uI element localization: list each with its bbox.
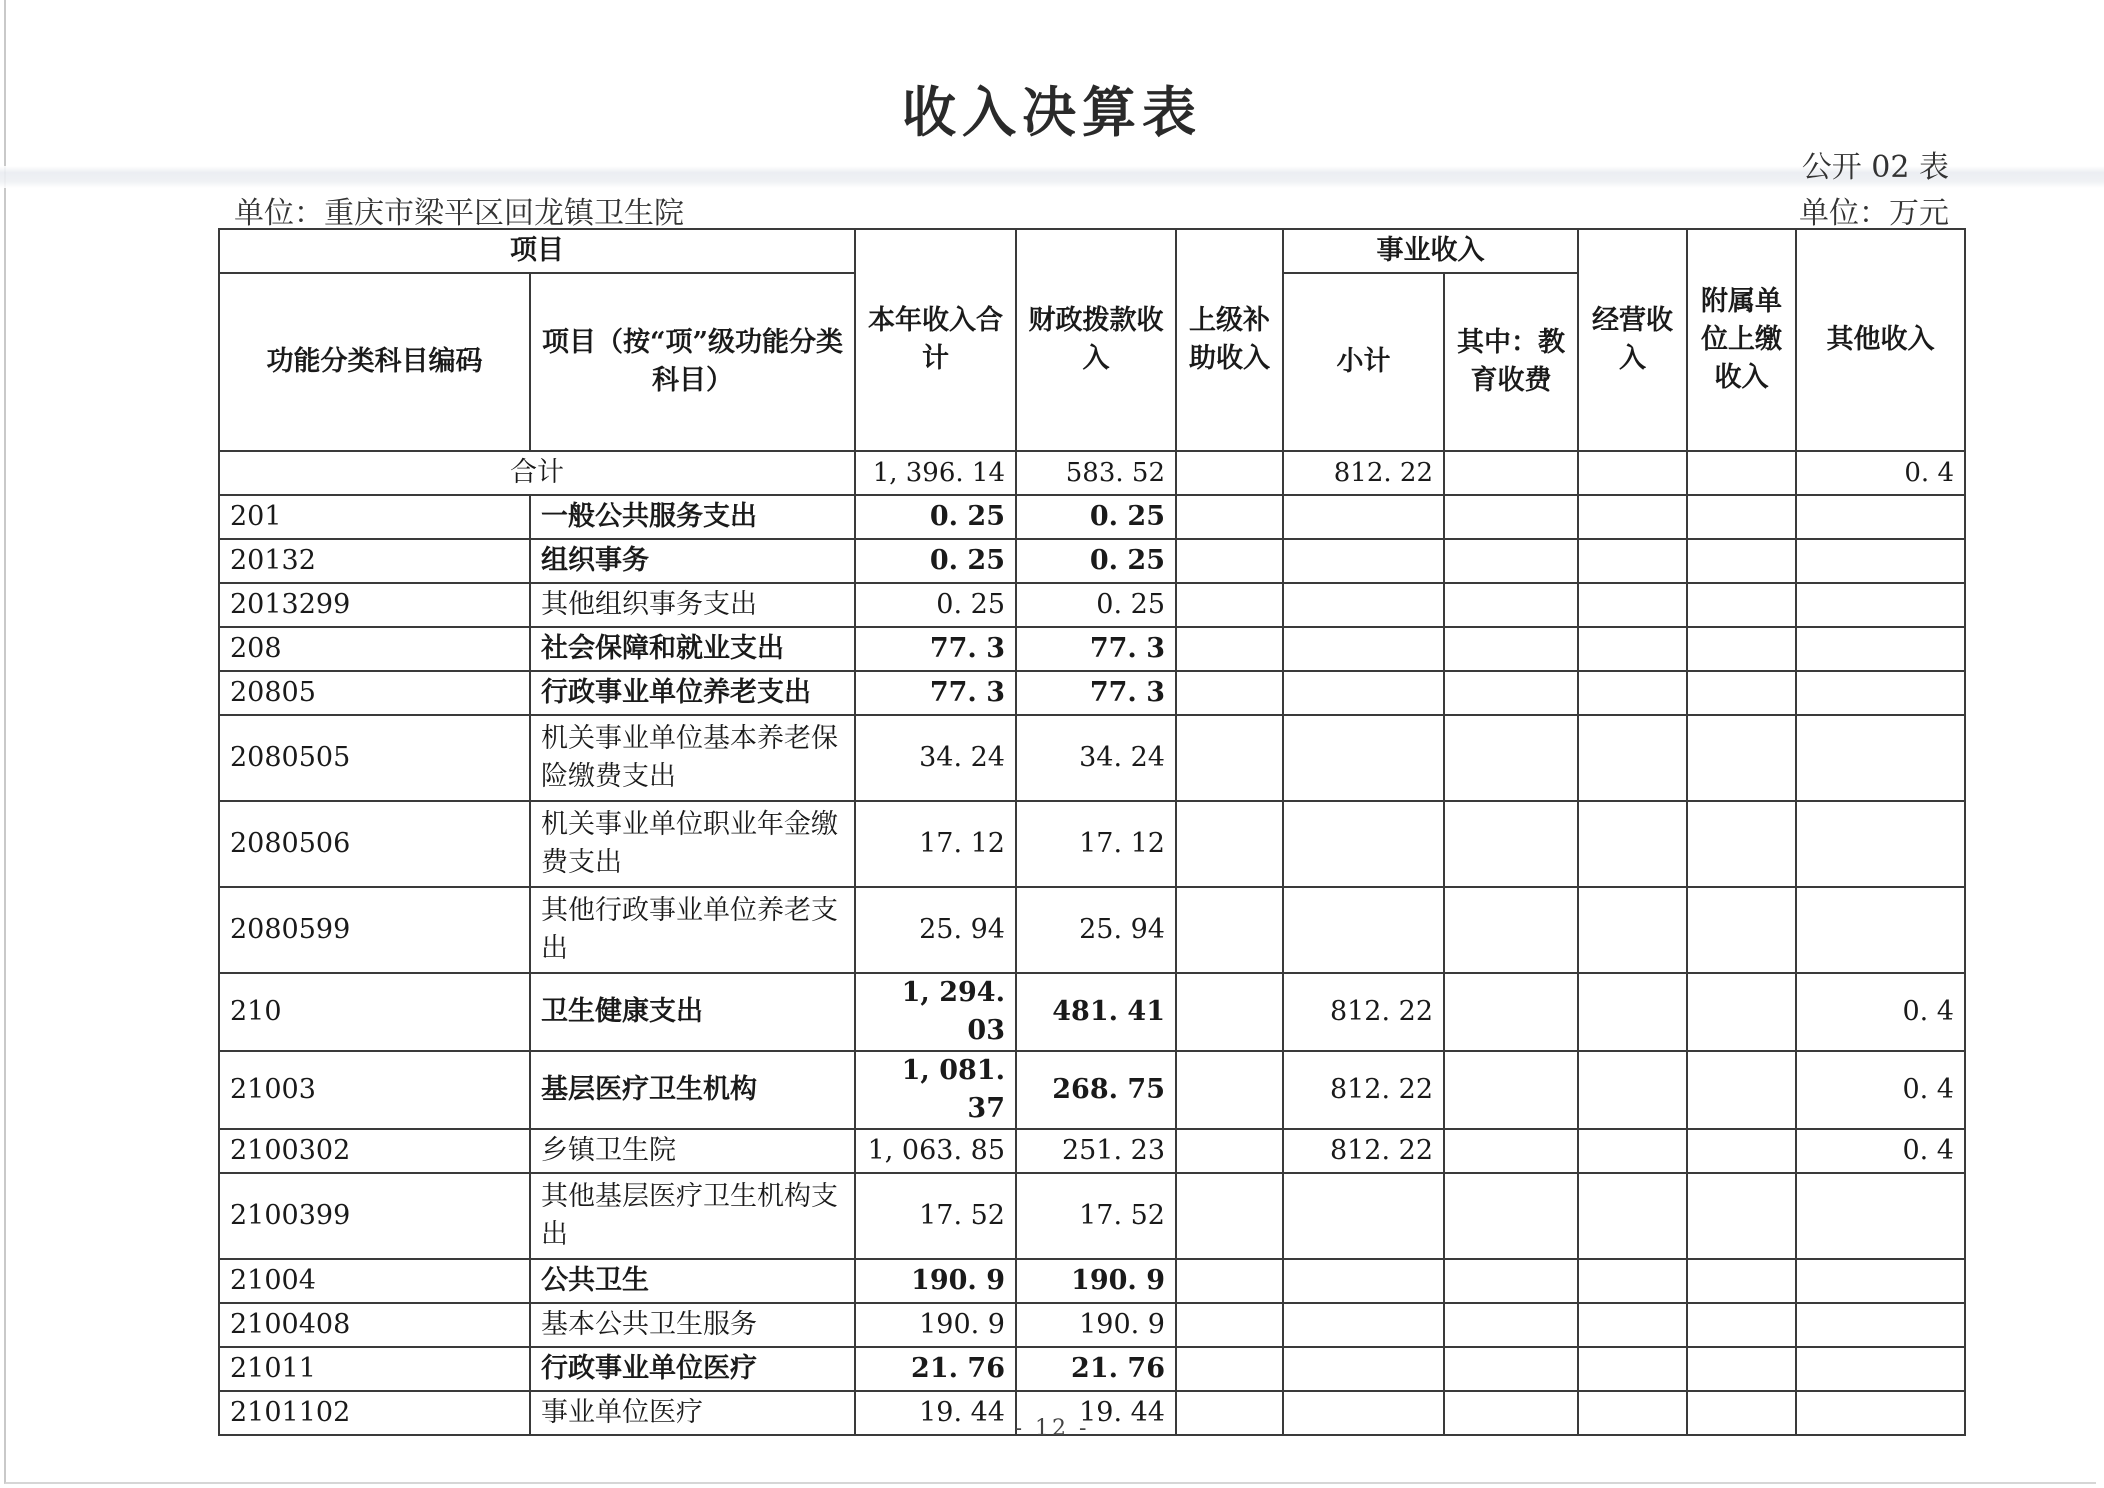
row-subtotal (1283, 671, 1444, 715)
row-code: 21011 (219, 1347, 530, 1391)
row-code: 2100408 (219, 1303, 530, 1347)
row-superior (1176, 583, 1283, 627)
row-fiscal: 77. 3 (1016, 627, 1176, 671)
row-operating (1578, 1129, 1687, 1173)
page-number: - 12 - (1014, 1416, 1090, 1441)
row-code: 201 (219, 495, 530, 539)
row-superior (1176, 1173, 1283, 1259)
row-subtotal (1283, 715, 1444, 801)
row-superior (1176, 627, 1283, 671)
row-name: 机关事业单位基本养老保险缴费支出 (530, 715, 855, 801)
scan-artifact-band (0, 166, 2104, 188)
row-fiscal: 190. 9 (1016, 1259, 1176, 1303)
row-total: 77. 3 (855, 671, 1016, 715)
row-code: 21004 (219, 1259, 530, 1303)
row-fiscal: 0. 25 (1016, 539, 1176, 583)
row-code: 208 (219, 627, 530, 671)
row-other (1796, 627, 1965, 671)
row-name: 其他行政事业单位养老支出 (530, 887, 855, 973)
row-subtotal (1283, 1259, 1444, 1303)
row-total: 1, 081. 37 (855, 1051, 1016, 1129)
header-item-name: 项目（按“项”级功能分类科目） (530, 273, 855, 451)
total-subtotal-value: 812. 22 (1283, 451, 1444, 495)
row-name: 社会保障和就业支出 (530, 627, 855, 671)
row-other (1796, 887, 1965, 973)
row-operating (1578, 887, 1687, 973)
table-row (219, 495, 1965, 539)
table-row (219, 1259, 1965, 1303)
row-operating (1578, 715, 1687, 801)
row-total: 34. 24 (855, 715, 1016, 801)
row-code: 210 (219, 973, 530, 1051)
table-row (219, 1051, 1965, 1129)
row-code: 2100302 (219, 1129, 530, 1173)
row-operating (1578, 1347, 1687, 1391)
row-other (1796, 1173, 1965, 1259)
row-name: 行政事业单位养老支出 (530, 671, 855, 715)
row-subtotal: 812. 22 (1283, 1129, 1444, 1173)
row-affiliated (1687, 1129, 1796, 1173)
row-affiliated (1687, 539, 1796, 583)
row-code: 2013299 (219, 583, 530, 627)
row-affiliated (1687, 715, 1796, 801)
currency-unit: 单位：万元 (1799, 196, 1949, 231)
row-subtotal (1283, 801, 1444, 887)
row-name: 其他基层医疗卫生机构支出 (530, 1173, 855, 1259)
total-row (219, 451, 1965, 495)
row-fiscal: 0. 25 (1016, 583, 1176, 627)
row-total: 0. 25 (855, 539, 1016, 583)
row-code: 2080599 (219, 887, 530, 973)
row-affiliated (1687, 1303, 1796, 1347)
row-name: 基层医疗卫生机构 (530, 1051, 855, 1129)
table-row (219, 1303, 1965, 1347)
row-name: 行政事业单位医疗 (530, 1347, 855, 1391)
row-fiscal: 19. 44 (1016, 1391, 1176, 1435)
row-edu-fee (1444, 887, 1578, 973)
row-superior (1176, 715, 1283, 801)
row-fiscal: 0. 25 (1016, 495, 1176, 539)
row-operating (1578, 583, 1687, 627)
row-edu-fee (1444, 1173, 1578, 1259)
row-edu-fee (1444, 1051, 1578, 1129)
row-operating (1578, 1173, 1687, 1259)
row-total: 190. 9 (855, 1303, 1016, 1347)
row-subtotal (1283, 495, 1444, 539)
form-number: 公开 02 表 (1801, 150, 1949, 185)
header-superior-subsidy: 上级补助收入 (1176, 229, 1283, 451)
row-fiscal: 25. 94 (1016, 887, 1176, 973)
table-row (219, 801, 1965, 887)
row-superior (1176, 1129, 1283, 1173)
table-row (219, 973, 1965, 1051)
row-superior (1176, 801, 1283, 887)
row-name: 组织事务 (530, 539, 855, 583)
row-code: 20132 (219, 539, 530, 583)
row-fiscal: 268. 75 (1016, 1051, 1176, 1129)
row-other: 0. 4 (1796, 973, 1965, 1051)
row-edu-fee (1444, 583, 1578, 627)
row-superior (1176, 671, 1283, 715)
header-other-income: 其他收入 (1796, 229, 1965, 451)
header-fiscal-allocation: 财政拨款收入 (1016, 229, 1176, 451)
row-fiscal: 17. 52 (1016, 1173, 1176, 1259)
row-operating (1578, 1051, 1687, 1129)
row-name: 其他组织事务支出 (530, 583, 855, 627)
row-subtotal (1283, 627, 1444, 671)
row-operating (1578, 1303, 1687, 1347)
row-affiliated (1687, 495, 1796, 539)
row-affiliated (1687, 583, 1796, 627)
row-subtotal (1283, 1303, 1444, 1347)
row-operating (1578, 1259, 1687, 1303)
total-label: 合计 (219, 451, 855, 495)
row-name: 一般公共服务支出 (530, 495, 855, 539)
row-fiscal: 251. 23 (1016, 1129, 1176, 1173)
header-item-group: 项目 (219, 229, 855, 273)
row-edu-fee (1444, 671, 1578, 715)
row-total: 77. 3 (855, 627, 1016, 671)
row-edu-fee (1444, 1129, 1578, 1173)
table-row (219, 1173, 1965, 1259)
row-other (1796, 583, 1965, 627)
row-edu-fee (1444, 539, 1578, 583)
total-operating-value (1578, 451, 1687, 495)
row-other (1796, 539, 1965, 583)
table-row (219, 671, 1965, 715)
row-total: 1, 294. 03 (855, 973, 1016, 1051)
row-other (1796, 1303, 1965, 1347)
row-total: 25. 94 (855, 887, 1016, 973)
row-total: 190. 9 (855, 1259, 1016, 1303)
row-code: 2100399 (219, 1173, 530, 1259)
table-row (219, 715, 1965, 801)
header-business-income-group: 事业收入 (1283, 229, 1578, 273)
row-name: 机关事业单位职业年金缴费支出 (530, 801, 855, 887)
income-statement-table (218, 228, 1966, 1436)
header-row-1 (219, 229, 1965, 273)
row-operating (1578, 973, 1687, 1051)
row-other (1796, 801, 1965, 887)
row-operating (1578, 801, 1687, 887)
row-fiscal: 21. 76 (1016, 1347, 1176, 1391)
total-superior-value (1176, 451, 1283, 495)
row-other (1796, 495, 1965, 539)
header-education-fee: 其中：教育收费 (1444, 273, 1578, 451)
row-subtotal (1283, 1347, 1444, 1391)
row-superior (1176, 887, 1283, 973)
reporting-unit: 单位：重庆市梁平区回龙镇卫生院 (234, 196, 684, 231)
row-code: 21003 (219, 1051, 530, 1129)
total-fiscal-value: 583. 52 (1016, 451, 1176, 495)
row-affiliated (1687, 1347, 1796, 1391)
row-superior (1176, 1259, 1283, 1303)
total-income-value: 1, 396. 14 (855, 451, 1016, 495)
row-affiliated (1687, 1173, 1796, 1259)
table-row (219, 1129, 1965, 1173)
row-other: 0. 4 (1796, 1051, 1965, 1129)
row-other (1796, 715, 1965, 801)
row-code: 2080506 (219, 801, 530, 887)
row-affiliated (1687, 627, 1796, 671)
row-superior (1176, 1347, 1283, 1391)
header-operating-income: 经营收入 (1578, 229, 1687, 451)
row-affiliated (1687, 801, 1796, 887)
row-subtotal: 812. 22 (1283, 1051, 1444, 1129)
page-title: 收入决算表 (902, 80, 1202, 144)
total-edu-fee-value (1444, 451, 1578, 495)
row-superior (1176, 1303, 1283, 1347)
total-affiliated-value (1687, 451, 1796, 495)
row-edu-fee (1444, 801, 1578, 887)
row-fiscal: 190. 9 (1016, 1303, 1176, 1347)
row-superior (1176, 539, 1283, 583)
row-edu-fee (1444, 1347, 1578, 1391)
row-total: 21. 76 (855, 1347, 1016, 1391)
row-edu-fee (1444, 495, 1578, 539)
row-affiliated (1687, 1259, 1796, 1303)
header-subtotal: 小计 (1283, 273, 1444, 451)
row-subtotal (1283, 583, 1444, 627)
header-function-code: 功能分类科目编码 (219, 273, 530, 451)
row-total: 19. 44 (855, 1391, 1016, 1435)
table-row (219, 539, 1965, 583)
table-row (219, 887, 1965, 973)
row-name: 公共卫生 (530, 1259, 855, 1303)
row-edu-fee (1444, 973, 1578, 1051)
row-affiliated (1687, 973, 1796, 1051)
row-total: 1, 063. 85 (855, 1129, 1016, 1173)
header-total-income: 本年收入合计 (855, 229, 1016, 451)
row-affiliated (1687, 1051, 1796, 1129)
row-code: 20805 (219, 671, 530, 715)
row-code: 2101102 (219, 1391, 530, 1435)
row-superior (1176, 495, 1283, 539)
row-subtotal (1283, 1173, 1444, 1259)
row-fiscal: 77. 3 (1016, 671, 1176, 715)
row-total: 0. 25 (855, 583, 1016, 627)
row-operating (1578, 539, 1687, 583)
row-fiscal: 481. 41 (1016, 973, 1176, 1051)
row-superior (1176, 973, 1283, 1051)
row-total: 17. 12 (855, 801, 1016, 887)
row-operating (1578, 627, 1687, 671)
row-name: 乡镇卫生院 (530, 1129, 855, 1173)
row-fiscal: 34. 24 (1016, 715, 1176, 801)
row-total: 17. 52 (855, 1173, 1016, 1259)
table-row (219, 627, 1965, 671)
row-other: 0. 4 (1796, 1129, 1965, 1173)
row-operating (1578, 671, 1687, 715)
row-name: 卫生健康支出 (530, 973, 855, 1051)
table-row (219, 583, 1965, 627)
row-code: 2080505 (219, 715, 530, 801)
row-name: 事业单位医疗 (530, 1391, 855, 1435)
row-subtotal (1283, 539, 1444, 583)
row-edu-fee (1444, 627, 1578, 671)
row-operating (1578, 495, 1687, 539)
row-affiliated (1687, 887, 1796, 973)
row-edu-fee (1444, 1259, 1578, 1303)
row-other (1796, 1259, 1965, 1303)
row-other (1796, 1347, 1965, 1391)
row-name: 基本公共卫生服务 (530, 1303, 855, 1347)
row-total: 0. 25 (855, 495, 1016, 539)
header-affiliated-income: 附属单位上缴收入 (1687, 229, 1796, 451)
table-row (219, 1347, 1965, 1391)
row-subtotal (1283, 887, 1444, 973)
total-other-value: 0. 4 (1796, 451, 1965, 495)
row-subtotal: 812. 22 (1283, 973, 1444, 1051)
row-affiliated (1687, 671, 1796, 715)
row-superior (1176, 1051, 1283, 1129)
row-other (1796, 671, 1965, 715)
row-edu-fee (1444, 715, 1578, 801)
row-fiscal: 17. 12 (1016, 801, 1176, 887)
row-edu-fee (1444, 1303, 1578, 1347)
